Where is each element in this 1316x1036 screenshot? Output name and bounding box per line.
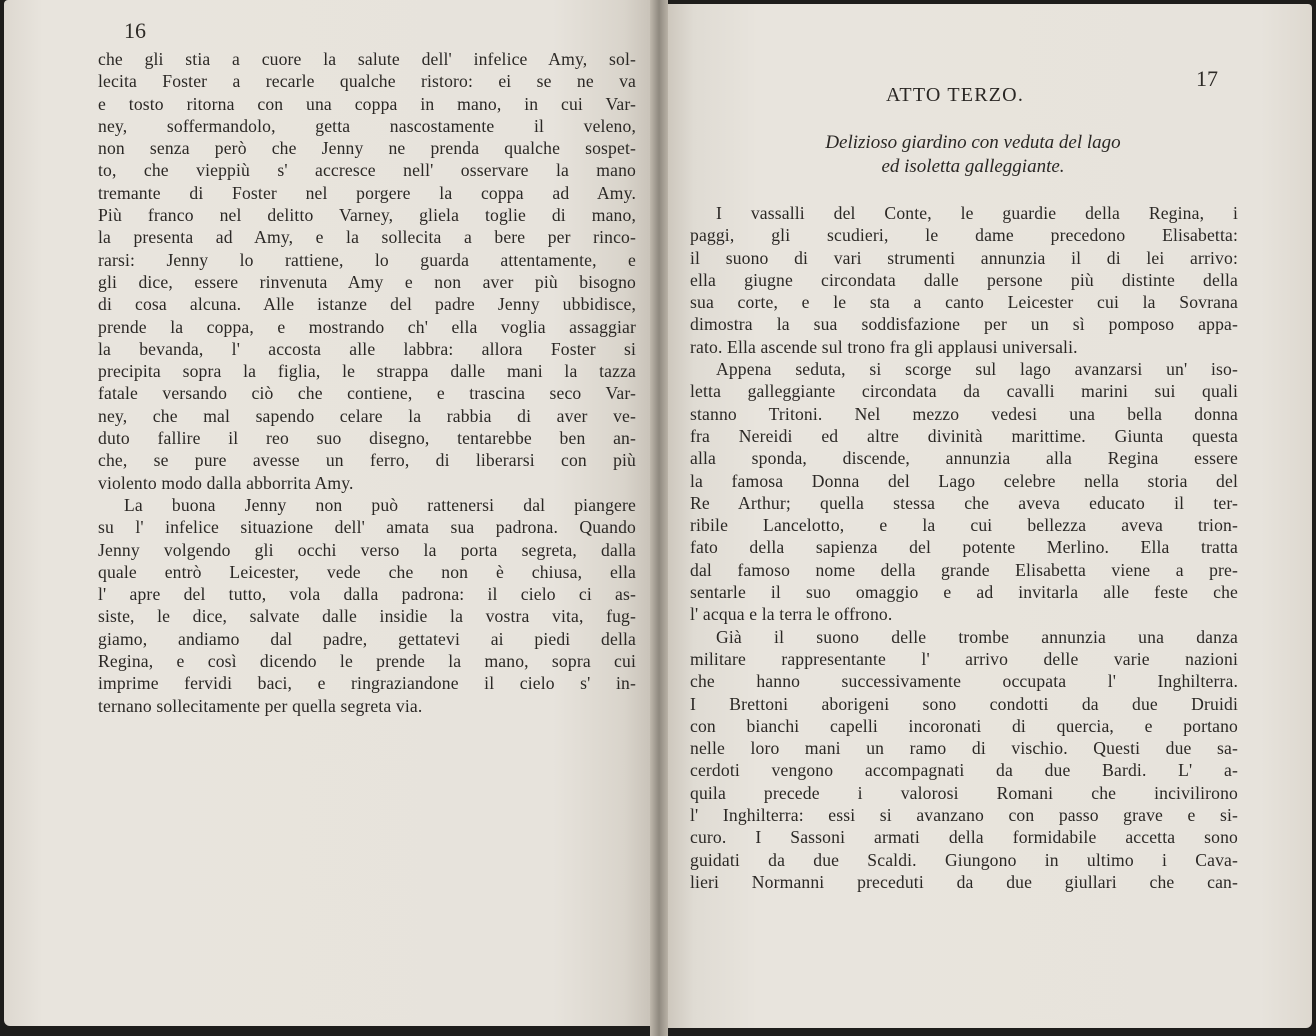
text-line: precipita sopra la figlia, le strappa dalle mani la tazza: [98, 361, 636, 382]
text-line: rarsi: Jenny lo rattiene, lo guarda attentamente, e: [98, 249, 636, 270]
text-line: nelle loro mani un ramo di vischio. Questi due sa-: [690, 738, 1238, 759]
text-line: letta galleggiante circondata da cavalli marini sui quali: [690, 381, 1238, 402]
text-line: curo. I Sassoni armati della formidabile accetta sono: [690, 827, 1238, 848]
text-line: violento modo dalla abborrita Amy.: [98, 472, 354, 493]
text-line: che hanno successivamente occupata l' Inghilterra.: [690, 671, 1238, 692]
text-line: con bianchi capelli incoronati di quercia, e portano: [690, 715, 1238, 736]
text-line: cerdoti vengono accompagnati da due Bardi. L' a-: [690, 760, 1238, 781]
text-line: siste, le dice, salvate dalle insidie la vostra vita, fug-: [98, 606, 636, 627]
text-line: l' acqua e la terra le offrono.: [690, 604, 893, 625]
text-line: lecita Foster a recarle qualche ristoro: ei se ne va: [98, 71, 636, 92]
text-line: la famosa Donna del Lago celebre nella storia del: [690, 470, 1238, 491]
text-line: e tosto ritorna con una coppa in mano, in cui Var-: [98, 93, 636, 114]
text-line: dimostra la sua soddisfazione per un sì pomposo appa-: [690, 314, 1238, 335]
text-line: guidati da due Scaldi. Giungono in ultimo i Cava-: [690, 849, 1238, 870]
text-line: to, che vieppiù s' accresce nell' osservare la mano: [98, 160, 636, 181]
left-page-number: 16: [124, 18, 146, 43]
text-line: fra Nereidi ed altre divinità marittime. Giunta questa: [690, 425, 1238, 446]
text-line: lieri Normanni preceduti da due giullari che can-: [690, 871, 1238, 892]
text-line: di cosa alcuna. Alle istanze del padre Jenny ubbidisce,: [98, 294, 636, 315]
text-line: fatale versando ciò che contiene, e trascina seco Var-: [98, 383, 636, 404]
text-line: giamo, andiamo dal padre, gettatevi ai piedi della: [98, 628, 636, 649]
text-line: sentarle il suo omaggio e ad invitarla alle feste che: [690, 582, 1238, 603]
text-line: ternano sollecitamente per quella segreta via.: [98, 695, 423, 716]
text-line: tremante di Foster nel porgere la coppa ad Amy.: [98, 182, 636, 203]
text-line: quale entrò Leicester, vede che non è chiusa, ella: [98, 561, 636, 582]
text-line: Jenny volgendo gli occhi verso la porta segreta, dalla: [98, 539, 636, 560]
text-line: prende la coppa, e mostrando ch' ella voglia assaggiar: [98, 316, 636, 337]
text-line: Già il suono delle trombe annunzia una danza: [716, 626, 1238, 647]
text-line: imprime fervidi baci, e ringraziandone il cielo s' in-: [98, 673, 636, 694]
text-line: quila precede i valorosi Romani che incivilirono: [690, 782, 1238, 803]
text-line: Appena seduta, si scorge sul lago avanzarsi un' iso-: [716, 359, 1238, 380]
text-line: Regina, e così dicendo le prende la mano, sopra cui: [98, 651, 636, 672]
text-line: ney, che mal sapendo celare la rabbia di aver ve-: [98, 405, 636, 426]
text-line: duto fallire il reo suo disegno, tentarebbe ben an-: [98, 428, 636, 449]
scene-description-line-2: ed isoletta galleggiante.: [881, 156, 1065, 177]
text-line: la presenta ad Amy, e la sollecita a bere per rinco-: [98, 227, 636, 248]
text-line: il suono di vari strumenti annunzia il di lei arrivo:: [690, 247, 1238, 268]
text-line: l' apre del tutto, vola dalla padrona: il cielo ci as-: [98, 584, 636, 605]
scene-description-line-1: Delizioso giardino con veduta del lago: [825, 132, 1121, 153]
text-line: che gli stia a cuore la salute dell' infelice Amy, sol-: [98, 49, 636, 69]
text-line: stanno Tritoni. Nel mezzo vedesi una bella donna: [690, 403, 1238, 424]
text-line: rato. Ella ascende sul trono fra gli applausi universali.: [690, 336, 1078, 357]
text-line: gli dice, essere rinvenuta Amy e non aver più bisogno: [98, 271, 636, 292]
act-title: ATTO TERZO.: [886, 84, 1025, 106]
text-line: ella giugne circondata dalle persone più distinte della: [690, 269, 1238, 290]
right-page-body: [690, 202, 1238, 893]
text-line: I Brettoni aborigeni sono condotti da due Druidi: [690, 693, 1238, 714]
text-line: dal famoso nome della grande Elisabetta viene a pre-: [690, 559, 1238, 580]
text-line: Re Arthur; quella stessa che aveva educato il ter-: [690, 492, 1238, 513]
text-line: ney, soffermandolo, getta nascostamente il veleno,: [98, 115, 636, 136]
text-line: non senza però che Jenny ne prenda qualche sospet-: [98, 138, 636, 159]
text-line: Più franco nel delitto Varney, gliela toglie di mano,: [98, 205, 636, 226]
text-line: alla sponda, discende, annunzia alla Regina essere: [690, 448, 1238, 469]
text-line: paggi, gli scudieri, le dame precedono Elisabetta:: [690, 225, 1238, 246]
text-line: la bevanda, l' accosta alle labbra: allora Foster si: [98, 338, 636, 359]
book-gutter: [650, 0, 668, 1036]
text-line: La buona Jenny non può rattenersi dal piangere: [124, 494, 636, 515]
left-page-body: [98, 48, 636, 717]
text-line: I vassalli del Conte, le guardie della Regina, i: [716, 203, 1238, 223]
text-line: su l' infelice situazione dell' amata sua padrona. Quando: [98, 517, 636, 538]
text-line: sua corte, e le sta a canto Leicester cui la Sovrana: [690, 292, 1238, 313]
text-line: l' Inghilterra: essi si avanzano con passo grave e si-: [690, 805, 1238, 826]
text-line: che, se pure avesse un ferro, di liberarsi con più: [98, 450, 636, 471]
text-line: fato della sapienza del potente Merlino. Ella tratta: [690, 537, 1238, 558]
text-line: militare rappresentante l' arrivo delle varie nazioni: [690, 648, 1238, 669]
right-page-number: 17: [1196, 66, 1218, 91]
text-line: ribile Lancelotto, e la cui bellezza aveva trion-: [690, 515, 1238, 536]
